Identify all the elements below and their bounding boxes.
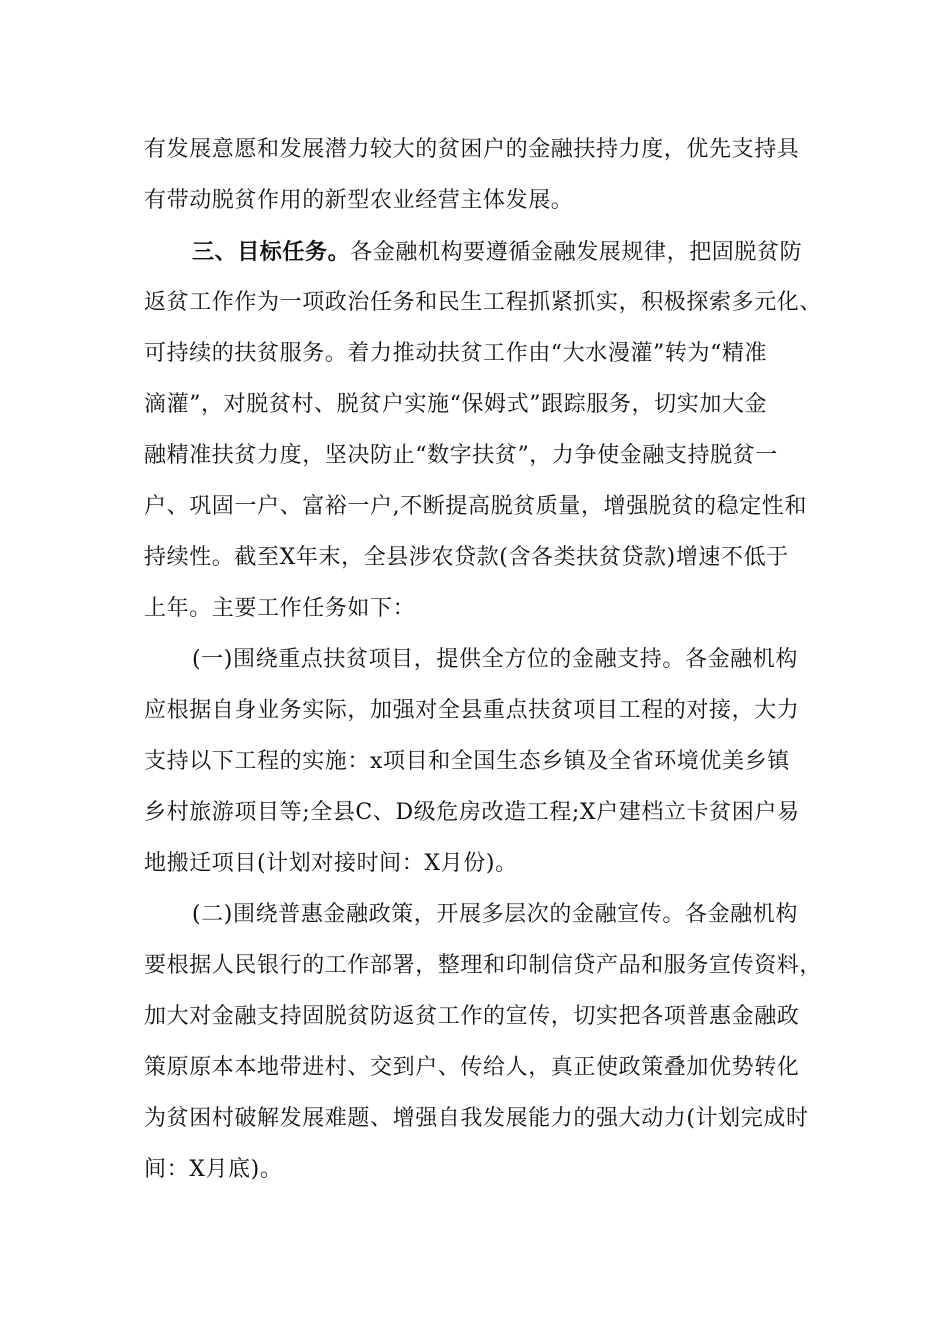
section-heading: 三、目标任务。 — [192, 239, 351, 265]
paragraph-3-line-1: (一)围绕重点扶贫项目，提供全方位的金融支持。各金融机构 — [192, 647, 798, 672]
paragraph-3-line-5: 地搬迁项目(计划对接时间：X月份)。 — [144, 851, 518, 876]
paragraph-4-line-3: 加大对金融支持固脱贫防返贫工作的宣传，切实把各项普惠金融政 — [144, 1004, 800, 1029]
paragraph-2-line-2: 返贫工作作为一项政治任务和民生工程抓紧抓实，积极探索多元化、 — [144, 290, 823, 315]
paragraph-1-line-2: 有带动脱贫作用的新型农业经营主体发展。 — [144, 188, 574, 213]
paragraph-4-line-5: 为贫困村破解发展难题、增强自我发展能力的强大动力(计划完成时 — [144, 1106, 809, 1131]
paragraph-2-line-3: 可持续的扶贫服务。着力推动扶贫工作由“大水漫灌”转为“精准 — [144, 341, 768, 366]
paragraph-2-line-8: 上年。主要工作任务如下： — [144, 596, 416, 621]
paragraph-4-line-4: 策原原本本地带进村、交到户、传给人，真正使政策叠加优势转化 — [144, 1055, 800, 1080]
paragraph-2-line-1 — [192, 238, 950, 267]
paragraph-2-line-4: 滴灌”，对脱贫村、脱贫户实施“保姆式”跟踪服务，切实加大金 — [144, 392, 768, 417]
section-text: 各金融机构要遵循金融发展规律，把固脱贫防 — [350, 240, 803, 265]
paragraph-4-line-6: 间：X月底)。 — [144, 1157, 283, 1182]
paragraph-3-line-4: 乡村旅游项目等;全县C、D级危房改造工程;X户建档立卡贫困户易 — [144, 800, 800, 825]
paragraph-2-line-5: 融精准扶贫力度，坚决防止“数字扶贫”，力争使金融支持脱贫一 — [144, 443, 778, 468]
paragraph-4-line-1: (二)围绕普惠金融政策，开展多层次的金融宣传。各金融机构 — [192, 902, 798, 927]
paragraph-2-line-6: 户、巩固一户、富裕一户,不断提高脱贫质量，增强脱贫的稳定性和 — [144, 494, 807, 519]
paragraph-4-line-2: 要根据人民银行的工作部署，整理和印制信贷产品和服务宣传资料， — [144, 953, 823, 978]
paragraph-3-line-2: 应根据自身业务实际，加强对全县重点扶贫项目工程的对接，大力 — [144, 698, 800, 723]
paragraph-3-line-3: 支持以下工程的实施：x项目和全国生态乡镇及全省环境优美乡镇 — [144, 749, 790, 774]
paragraph-2-line-7: 持续性。截至X年末，全县涉农贷款(含各类扶贫贷款)增速不低于 — [144, 545, 789, 570]
paragraph-1-line-1: 有发展意愿和发展潜力较大的贫困户的金融扶持力度，优先支持具 — [144, 137, 800, 162]
